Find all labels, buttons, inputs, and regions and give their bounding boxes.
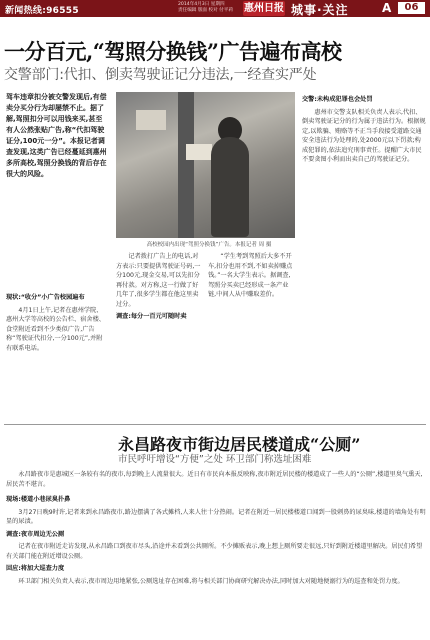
story1-col1-title: 现状:“收分”小广告校园遍布 [6, 294, 85, 301]
story2-section2-title: 调查:夜市周边无公厕 [6, 530, 65, 538]
story2-sections [6, 492, 426, 638]
story2-section3-text: 环卫部门相关负责人表示,夜市周边用地紧张,公厕选址存在困难,将与相关部门协商研究解决办法,同时加大对随地便溺行为的巡查和处罚力度。 [18, 577, 404, 585]
story1-col4 [302, 92, 426, 418]
story1-col3 [208, 252, 296, 418]
news-hotline: 新闻热线:96555 [5, 6, 79, 16]
story1-subhead: 交警部门:代扣、倒卖驾驶证记分违法,一经查实严处 [4, 67, 317, 83]
story1-col2-text: 记者拨打广告上的电话,对方表示:只要提供驾驶证号码,一分100元,现金交易,可以先扣分再付款。对方称,这一行做了好几年了,很多学生都在他这里卖过分。 [116, 253, 201, 308]
story1-col1 [6, 290, 108, 418]
story1-headline: 一分百元,“驾照分换钱”广告遍布高校 [4, 39, 342, 64]
section-divider [4, 424, 426, 425]
story2-section1-text: 3月27日晚9时许,记者来到永昌路夜市,路边摆满了各式摊档,人来人往十分热闹。记者在附近一居民楼楼道口闻到一股刺鼻的尿臭味,楼道的墙角处有明显的尿渍。 [6, 508, 426, 525]
story1-col2 [116, 252, 204, 418]
story1-col4-text: 惠州市交警支队相关负责人表示,代扣、倒卖驾驶证记分的行为属于违法行为。根据规定,以欺骗、贿赂等不正当手段接受道路交通安全违法行为处理的,处2000元以下罚款;构成犯罪的,依法追究刑事责任。提醒广大市民不要贪图小利而出卖自己的驾驶证记分。 [302, 108, 426, 163]
story2-section1-title: 现场:楼道小巷尿臭扑鼻 [6, 496, 71, 503]
story1-col3-text: “学生考到驾照后大多不开车,扣分也用不到,不如卖掉赚点钱。”一名大学生表示。据调查,驾照分买卖已经形成一条产业链,中间人从中赚取差价。 [208, 253, 293, 298]
story1-col4-title: 交警:未构成犯罪也会处罚 [302, 96, 373, 103]
page-letter: A [382, 1, 392, 15]
story2-headline: 永昌路夜市街边居民楼道成“公厕” [118, 435, 361, 454]
story1-col2-title: 调查:每分一百元可随时卖 [116, 313, 187, 320]
story2-section3-title: 回应:将加大巡查力度 [6, 565, 65, 572]
story1-lead: 驾车违章扣分被交警发现后,有偿卖分买分行为却屡禁不止。据了解,驾照扣分可以用钱来买,甚至有人公然张贴广告,称“代扣驾驶证分,100元一分”。本报记者调查发现,这类广告已经蔓延到惠州多所高校,驾照分换钱的背后存在很大的风险。 [6, 93, 107, 178]
news-photo [116, 92, 295, 238]
page-number: 06 [398, 2, 425, 14]
story2-section2-text: 记者在夜市附近走访发现,从永昌路口到夜市尽头,沿途并未看到公共厕所。不少摊贩表示,晚上想上厕所要走很远,只好到附近楼道里解决。居民们希望有关部门能在附近增设公厕。 [6, 543, 423, 560]
issue-date: 2014年4月3日 星期四 责任编辑 版面 校对 付平莉 [178, 2, 233, 13]
masthead [0, 0, 430, 17]
story2-subhead: 市民呼吁增设“方便”之处 环卫部门称选址困难 [118, 454, 312, 465]
story2-body: 永昌路夜市是惠城区一条较有名的夜市,每到晚上人流量很大。近日有市民向本报反映称,夜市附近居民楼的楼道成了一些人的“公厕”,楼道里臭气熏天,居民苦不堪言。 [6, 471, 423, 488]
section-title: 城事·关注 [291, 3, 349, 17]
story1-col1-text: 4月1日上午,记者在惠州学院、惠州大学等高校的公告栏、宿舍楼、食堂附近看到不少类似广告,广告称“驾驶证代扣分,一分100元”,并附有联系电话。 [6, 306, 105, 352]
photo-caption: 高校校园内出现“驾照分换钱”广告。本报记者 周 摄 [146, 242, 272, 248]
newspaper-logo: 惠州日报 [244, 3, 284, 14]
story2-intro [6, 470, 426, 490]
